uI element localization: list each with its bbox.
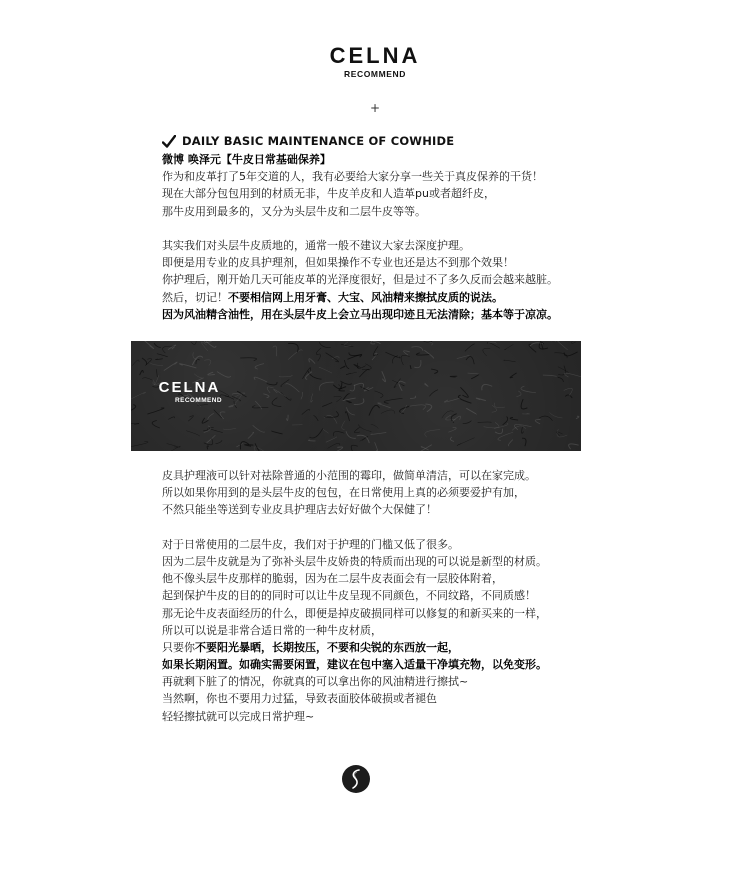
text-segment: 只要你 [162, 640, 195, 654]
text-line: 那无论牛皮表面经历的什么，即便是掉皮破损同样可以修复的和新买来的一样， [162, 606, 547, 620]
leather-banner [131, 341, 581, 451]
brand-logo [0, 44, 750, 79]
text-line: 不然只能坐等送到专业皮具护理店去好好做个大保健了！ [162, 503, 437, 517]
section-title: DAILY BASIC MAINTENANCE OF COWHIDE [182, 134, 455, 148]
text-line: 当然啊，你也不要用力过猛，导致表面胶体破损或者褪色 [162, 692, 437, 706]
text-line [162, 289, 602, 306]
paragraph-gap [162, 220, 602, 237]
text-line: 所以如果你用到的是头层牛皮的包包，在日常使用上真的必须要爱护有加， [162, 486, 525, 500]
banner-brand-subtitle: RECOMMEND [175, 397, 222, 404]
text-line: 所以可以说是非常合适日常的一种牛皮材质， [162, 623, 382, 637]
bold-text: 不要阳光暴晒，长期按压，不要和尖锐的东西放一起， [195, 640, 459, 654]
text-line: 即便是用专业的皮具护理剂，但如果操作不专业也还是达不到那个效果！ [162, 256, 514, 270]
text-line: 轻轻擦拭就可以完成日常护理~ [162, 709, 315, 723]
text-line: 如果长期闲置。如确实需要闲置，建议在包中塞入适量干净填充物，以免变形。 [162, 658, 547, 672]
body-text [162, 467, 602, 725]
text-line: 因为二层牛皮就是为了弥补头层牛皮娇贵的特质而出现的可以说是新型的材质。 [162, 554, 547, 568]
text-segment: 然后，切记！ [162, 290, 228, 304]
text-line: 皮具护理液可以针对祛除普通的小范围的霉印，做简单清洁，可以在家完成。 [162, 469, 536, 482]
text-line: 你护理后，刚开始几天可能皮革的光泽度很好，但是过不了多久反而会越来越脏。 [162, 273, 558, 287]
text-line: 其实我们对头层牛皮质地的，通常一般不建议大家去深度护理。 [162, 238, 470, 252]
text-line: 他不像头层牛皮那样的脆弱，因为在二层牛皮表面会有一层胶体附着， [162, 572, 503, 586]
text-line: 对于日常使用的二层牛皮，我们对于护理的门槛又低了很多。 [162, 537, 459, 551]
section-heading [162, 134, 454, 148]
paragraph-gap [162, 519, 602, 536]
brand-badge-icon [341, 764, 371, 794]
text-line: 微博 唤泽元【牛皮日常基础保养】 [162, 153, 331, 166]
text-line: 那牛皮用到最多的，又分为头层牛皮和二层牛皮等等。 [162, 204, 426, 218]
text-line: 作为和皮革打了5年交道的人，我有必要给大家分享一些关于真皮保养的干货！ [162, 170, 543, 184]
plus-divider: + [369, 101, 381, 115]
text-line: 再就剩下脏了的情况，你就真的可以拿出你的风油精进行擦拭~ [162, 675, 469, 689]
text-line: 现在大部分包包用到的材质无非，牛皮羊皮和人造革pu或者超纤皮， [162, 187, 495, 201]
checkmark-icon [162, 135, 176, 148]
text-line: 起到保护牛皮的目的的同时可以让牛皮呈现不同颜色，不同纹路，不同质感！ [162, 589, 536, 603]
intro-text [162, 151, 602, 323]
banner-brand-name: CELNA [158, 379, 221, 396]
brand-name: CELNA [329, 43, 421, 68]
text-line: 因为风油精含油性，用在头层牛皮上会立马出现印迹且无法清除；基本等于凉凉。 [162, 307, 558, 321]
text-line [162, 639, 602, 656]
brand-subtitle: RECOMMEND [343, 69, 407, 79]
bold-text: 不要相信网上用牙膏、大宝、风油精来擦拭皮质的说法。 [228, 290, 503, 304]
banner-logo [157, 380, 222, 404]
